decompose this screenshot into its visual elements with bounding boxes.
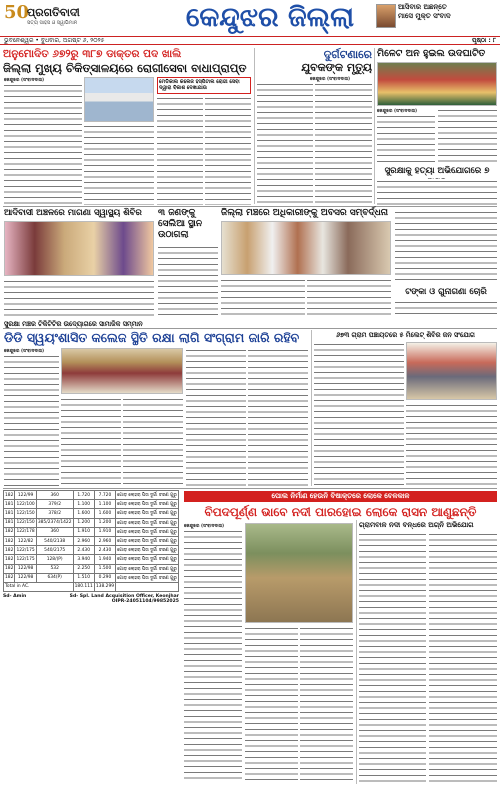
table-cell: 532 xyxy=(36,564,73,573)
flood-banner: ପୋଲ ନିର୍ମାଣ ହେଉନି ବିଷାକ୍ତରେ ଲୋକେ ବେଳକାଳ xyxy=(184,491,497,502)
table-cell: 182 xyxy=(4,564,15,573)
land-table xyxy=(3,490,179,592)
table-cell: 1.500 xyxy=(94,564,115,573)
doctor-byline: କେନ୍ଦୁଝର (ସଂବାଦଦାତା) xyxy=(4,78,45,83)
murder-body xyxy=(377,179,497,205)
doctor-body-col3 xyxy=(157,96,203,205)
table-cell: 182 xyxy=(4,527,15,536)
table-cell: 1.100 xyxy=(73,500,94,509)
table-row xyxy=(4,500,179,509)
millet-body-col1 xyxy=(377,114,435,164)
table-cell: 2.430 xyxy=(73,546,94,555)
special-headline-2: ସେଲିଆ ସ୍ଥାନ xyxy=(158,219,203,229)
appointment-body-col1 xyxy=(314,342,404,486)
table-cell: 1.600 xyxy=(94,509,115,518)
lead-body-col1 xyxy=(4,354,59,486)
table-cell: 2.960 xyxy=(94,536,115,545)
table-row xyxy=(4,491,179,500)
lead-body-col2 xyxy=(61,397,121,486)
brand-tagline: ସତ୍ୟ ସାହସ ଓ ସ୍ୱାଭିମାନ xyxy=(27,20,78,26)
accident-headline-1: ଦୁର୍ଗଟଣାରେ xyxy=(323,48,372,61)
table-cell: 122/98 xyxy=(15,564,36,573)
table-cell: 1.600 xyxy=(73,509,94,518)
date-text: ଭୁବନେଶ୍ୱର • ବୁଧବାର, ଅଗଷ୍ଟ ୬, ୨୦୨୫ xyxy=(4,37,105,44)
table-cell: ଗୋଡ଼ ଲୋହରା ପିତା ଦୁର୍ଗା ଚରଣ ଗୁରୁ xyxy=(116,536,179,545)
table-cell: 1.720 xyxy=(73,491,94,500)
table-cell: ଗୋଡ଼ ଲୋହରା ପିତା ଦୁର୍ଗା ଚରଣ ଗୁରୁ xyxy=(116,491,179,500)
lead-body-col5 xyxy=(248,348,308,486)
special-headline-1: ୩ ଜଣଙ୍କୁ xyxy=(158,208,196,218)
table-cell: ଗୋଡ଼ ଲୋହରା ପିତା ଦୁର୍ଗା ଚରଣ ଗୁରୁ xyxy=(116,518,179,527)
table-cell: 360 xyxy=(36,491,73,500)
table-row xyxy=(4,536,179,545)
doctor-callout: ମେଡିକାଲ କଲେଜ ହସ୍ପିଟାଲ ରୋଗୀ ସେବା ଦ୍ୱାରା ବିକାଶ ଦେଖାଯାଉ xyxy=(157,77,251,94)
table-row xyxy=(4,509,179,518)
table-cell: 1.940 xyxy=(94,555,115,564)
officer-signature xyxy=(70,594,179,604)
table-cell: 182 xyxy=(4,536,15,545)
table-cell: 122/99 xyxy=(15,491,36,500)
official-headline: ଜିଲ୍ଲା ମଞ୍ଚରେ ଅଧିକାରୀଙ୍କୁ ଅବସର ସମ୍ବର୍ଦ୍ଧନା xyxy=(221,208,389,218)
dateline xyxy=(0,36,500,45)
lead-body-col3 xyxy=(123,397,183,486)
table-cell: 1.200 xyxy=(94,518,115,527)
column-rule xyxy=(254,48,255,204)
total-label: Total in AC. xyxy=(4,582,74,591)
table-cell: 181 xyxy=(4,518,15,527)
flood-body-col3 xyxy=(300,626,353,783)
section-divider xyxy=(3,206,497,207)
flood-body-col1 xyxy=(184,529,242,783)
doctor-body-col2 xyxy=(84,124,154,205)
table-cell: 540/2175 xyxy=(36,546,73,555)
appointment-photo xyxy=(406,342,497,400)
official-body-col1 xyxy=(221,278,305,317)
accident-headline-2: ଯୁବକଙ୍କ ମୃତ୍ୟୁ xyxy=(301,61,372,74)
table-cell: 2.960 xyxy=(73,536,94,545)
theft-headline: ଟଙ୍କା ଓ ଗୁନାଗଣା ଚୋରି xyxy=(405,287,487,297)
table-cell: 122/175 xyxy=(15,546,36,555)
table-cell: 122/100 xyxy=(15,500,36,509)
newspaper-brand: ପ୍ରଗତିବାଦୀ xyxy=(27,6,80,19)
land-total-row xyxy=(4,582,179,591)
theft-body xyxy=(395,300,497,317)
doctor-headline-kicker: ଅନୁମୋଦିତ ୬୭୨ରୁ ୩୮୭ ଡାକ୍ତର ପଦ ଖାଲି xyxy=(3,48,182,60)
appointment-body-col2 xyxy=(406,403,497,486)
table-cell: 379/2 xyxy=(36,500,73,509)
murder-headline: ସୁରକ୍ଷାକୁ ହତ୍ୟା ଅଭିଯୋଗରେ ୭ xyxy=(384,166,490,176)
health-camp-headline: ଆଦିବାସୀ ଅଞ୍ଚଳରେ ମାଗଣା ସ୍ୱାସ୍ଥ୍ୟ ଶିବିର xyxy=(4,208,142,218)
table-cell: 182 xyxy=(4,491,15,500)
health-camp-photo xyxy=(4,221,154,276)
accident-story xyxy=(257,48,372,74)
table-cell: ଗୋଡ଼ ଲୋହରା ପିତା ଦୁର୍ଗା ଚରଣ ଗୁରୁ xyxy=(116,509,179,518)
table-cell: 122/175 xyxy=(15,555,36,564)
millet-event-photo xyxy=(377,62,497,106)
accident-body-col2 xyxy=(315,82,372,204)
doctor-body-col4 xyxy=(205,96,251,205)
table-row xyxy=(4,564,179,573)
oipr-number: OIPR-24051104/99852025 xyxy=(111,599,179,605)
promo-box xyxy=(398,3,496,21)
table-cell: 182 xyxy=(4,546,15,555)
millet-byline: କେନ୍ଦୁଝର (ସଂବାଦଦାତା) xyxy=(377,109,418,114)
millet-headline: ମିଳେଟ ଅନ ହୁଇଲ ଉଦଘାଟିତ xyxy=(377,48,486,59)
land-acquisition-notice xyxy=(3,490,179,604)
right-body-col1 xyxy=(359,532,426,783)
promo-photo xyxy=(376,4,396,28)
right-brief-body xyxy=(395,210,497,284)
table-cell: 181 xyxy=(4,500,15,509)
special-body xyxy=(158,245,218,317)
table-cell: 1.100 xyxy=(94,500,115,509)
notice-signatures xyxy=(3,594,179,604)
promo-line-2: ମାସେ ମୁକ୍ତ ସଂବାଦ xyxy=(398,12,451,20)
lead-headline: ଡିଡି ସ୍ୱୟଂଶାସିତ କଲେଜ ସ୍ଥିତି ରକ୍ଷା ଲାଗି ସଂଗ୍ରାମ ଜାରି ରହିବ xyxy=(4,330,300,345)
table-cell: 7.720 xyxy=(94,491,115,500)
column-rule xyxy=(374,48,375,204)
right-body-col2 xyxy=(429,532,497,783)
right-column-headline: ଗ୍ରାମବାଳ ନଦୀ ବନ୍ଧରେ ଅଗ୍ନି ଅଭିଯୋଗ xyxy=(359,521,474,529)
official-body-col2 xyxy=(307,278,391,317)
table-cell: 2.250 xyxy=(73,564,94,573)
college-protest-photo xyxy=(61,348,183,394)
appointment-headline: ୬୭୩ ଗ୍ରାମ ପଞ୍ଚାୟତରେ ୫ ମିଲେଟ୍ ଶିବିର ଜନ ସଂଯୋଗ xyxy=(336,331,475,339)
table-row xyxy=(4,527,179,536)
table-cell: 360 xyxy=(36,527,73,536)
anniversary-logo: 50 xyxy=(4,2,30,23)
column-rule xyxy=(356,520,357,784)
table-cell: 0.290 xyxy=(94,573,115,582)
table-cell: 1.910 xyxy=(73,527,94,536)
lead-body-col4 xyxy=(186,348,246,486)
doctor-story xyxy=(3,48,253,75)
table-cell: 385/2374/1422 xyxy=(36,518,73,527)
flood-byline: କେନ୍ଦୁଝର (ସଂବାଦଦାତା) xyxy=(184,524,225,529)
river-crossing-photo xyxy=(245,523,353,623)
table-cell: ଗୋଡ଼ ଲୋହରା ପିତା ଦୁର୍ଗା ଚରଣ ଗୁରୁ xyxy=(116,573,179,582)
table-cell: 128/(P) xyxy=(36,555,73,564)
table-cell: 3.940 xyxy=(73,555,94,564)
doctor-headline: ଜିଲ୍ଲା ମୁଖ୍ୟ ଚିକିତ୍ସାଳୟରେ ରୋଗୀସେବା ବାଧାପ୍ରାପ୍ତ xyxy=(3,61,247,75)
column-rule xyxy=(311,330,312,486)
table-cell: 2.430 xyxy=(94,546,115,555)
special-story xyxy=(158,208,218,241)
table-cell: 634(P) xyxy=(36,573,73,582)
table-cell: 181 xyxy=(4,509,15,518)
table-cell: ଗୋଡ଼ ଲୋହରା ପିତା ଦୁର୍ଗା ଚରଣ ଗୁରୁ xyxy=(116,527,179,536)
table-cell: 122/150 xyxy=(15,509,36,518)
doctor-body-col1 xyxy=(4,83,82,205)
page-number: ପୃଷ୍ଠା : ୮ xyxy=(472,37,496,44)
table-cell: 540/2138 xyxy=(36,536,73,545)
hospital-photo xyxy=(84,77,154,122)
table-cell: ଗୋଡ଼ ଲୋହରା ପିତା ଦୁର୍ଗା ଚରଣ ଗୁରୁ xyxy=(116,546,179,555)
promo-line-1: ଆସିବାର ଅଛନ୍ତେ xyxy=(398,3,447,11)
lead-byline: କେନ୍ଦୁଝର (ସଂବାଦଦାତା) xyxy=(4,349,45,354)
table-cell: 1.200 xyxy=(73,518,94,527)
table-cell: ଗୋଡ଼ ଲୋହରା ପିତା ଦୁର୍ଗା ଚରଣ ଗୁରୁ xyxy=(116,555,179,564)
safety-headline: ସୁରକ୍ଷା ମଞ୍ଚର ଟିକିଟିଟିର ଉଦ୍ୟୋଗରେ ସାମାଜିକ ସମ୍ମାନ xyxy=(4,320,143,328)
table-cell: 182 xyxy=(4,555,15,564)
amin-signature: Sd- Amin xyxy=(3,594,27,600)
section-divider xyxy=(3,328,497,329)
flood-headline: ବିପଦପୂର୍ଣ୍ଣ ଭାବେ ନଦୀ ପାରହୋଇ ଲୋକେ ରାସନ ଆଣୁଛନ୍ତି xyxy=(204,505,477,519)
officer-title: Sd- Spl. Land Acquisition Officer, Keonjhar xyxy=(69,594,179,600)
table-cell: 122/150 xyxy=(15,518,36,527)
total-b: 138.299 xyxy=(94,582,115,591)
table-row xyxy=(4,518,179,527)
flood-body-col2 xyxy=(245,626,298,783)
table-cell: 122/82 xyxy=(15,536,36,545)
table-row xyxy=(4,555,179,564)
section-divider xyxy=(3,488,497,489)
special-headline-3: ଉଠାଗଲା xyxy=(158,230,189,240)
total-a: 180.111 xyxy=(73,582,94,591)
health-camp-body xyxy=(4,279,154,317)
table-cell: 1.510 xyxy=(73,573,94,582)
table-row xyxy=(4,546,179,555)
official-farewell-photo xyxy=(221,221,391,275)
table-cell: ଗୋଡ଼ ଲୋହରା ପିତା ଦୁର୍ଗା ଚରଣ ଗୁରୁ xyxy=(116,500,179,509)
accident-byline: କେନ୍ଦୁଝର (ସଂବାଦଦାତା) xyxy=(310,77,351,82)
table-cell: 378/2 xyxy=(36,509,73,518)
table-cell: ଗୋଡ଼ ଲୋହରା ପିତା ଦୁର୍ଗା ଚରଣ ଗୁରୁ xyxy=(116,564,179,573)
table-cell: 122/98 xyxy=(15,573,36,582)
table-cell: 182 xyxy=(4,573,15,582)
table-cell: 122/178 xyxy=(15,527,36,536)
table-cell: 1.910 xyxy=(94,527,115,536)
table-row xyxy=(4,573,179,582)
district-title: କେନ୍ଦୁଝର ଜିଲ୍ଲା xyxy=(185,2,355,33)
masthead xyxy=(0,0,500,44)
millet-body-col2 xyxy=(438,108,497,164)
accident-body-col1 xyxy=(257,82,313,204)
